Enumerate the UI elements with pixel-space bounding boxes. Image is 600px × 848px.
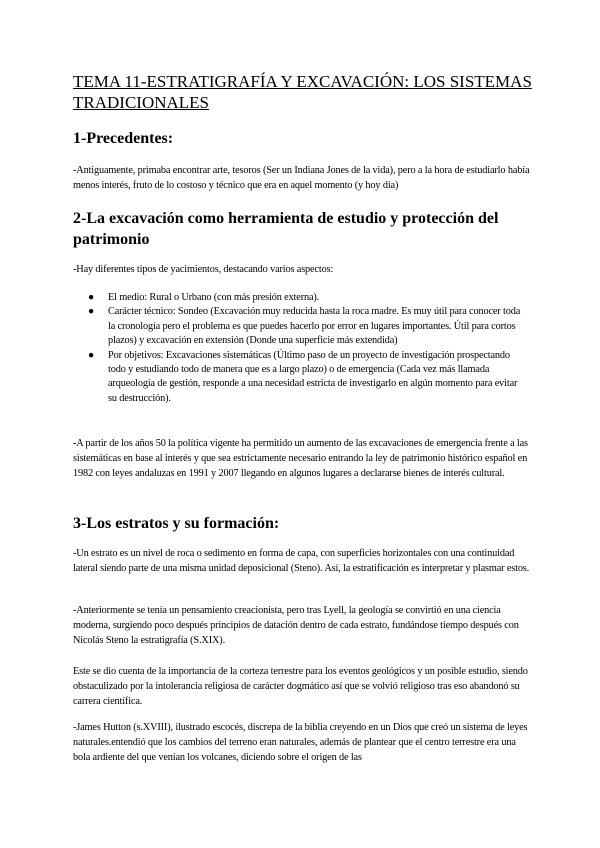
section-3-paragraph-3: Este se dio cuenta de la importancia de la corteza terrestre para los eventos geológicos y un posible estudio, siendo obstaculizado por la intolerancia religiosa de carácter dogmático así que se volvió religioso tras eso abandonó su carrera científica. [73,666,528,707]
section-3-paragraph-1: -Un estrato es un nivel de roca o sedimento en forma de capa, con superficies horizontales con una continuidad lateral siendo parte de una misma unidad deposicional (Steno). Así, la estratificación es interpretar y plasmar estos. [73,548,530,574]
section-3-paragraph-2: -Anteriormente se tenía un pensamiento creacionista, pero tras Lyell, la geología se convirtió en una ciencia moderna, surgiendo poco después principios de datación dentro de cada estrato, fundándose tiempo después con Nicolás Steno la estratigrafía (S.XIX). [73,605,519,646]
list-item [73,291,528,305]
section-3-heading: 3-Los estratos y su formación: [73,515,280,532]
bullet-text: El medio: Rural o Urbano (con más presión externa). [108,292,320,303]
bullet-text: Carácter técnico: Sondeo (Excavación muy reducida hasta la roca madre. Es muy útil para conocer toda la cronología pero el problema es que puedes hacerlo por error en lugares importantes. Útil para cortos plazos) y excavación en extensión (Donde una superficie más extendida) [108,306,521,347]
list-item [73,305,528,348]
bullet-text: Por objetivos: Excavaciones sistemáticas (Último paso de un proyecto de investigación prospectando todo y estudiando todo de manera que es a largo plazo) o de emergencia (Cada vez más llamada arqueología de gestión, responde a una necesidad estricta de investigarlo en algún momento para evitar su destrucción). [108,349,518,404]
section-2-intro: -Hay diferentes tipos de yacimientos, destacando varios aspectos: [73,264,334,275]
section-1-paragraph-1: -Antiguamente, primaba encontrar arte, tesoros (Ser un Indiana Jones de la vida), pero a la hora de estudiarlo había menos interés, fruto de lo costoso y técnico que era en aquel momento (y hoy día) [73,165,530,191]
document-title: TEMA 11-ESTRATIGRAFÍA Y EXCAVACIÓN: LOS SISTEMAS TRADICIONALES [73,72,532,112]
section-3-paragraph-4: -James Hutton (s.XVIII), ilustrado escocés, discrepa de la biblia creyendo en un Dios que creó un sistema de leyes naturales.entendió que los cambios del terreno eran naturales, además de plantear que el centro terrestre era una bola ardiente del que venían los volcanes, diciendo sobre el origen de las [73,722,528,763]
section-1-heading: 1-Precedentes: [73,130,174,147]
bullet-icon: ● [88,306,95,318]
section-2-paragraph-2: -A partir de los años 50 la política vigente ha permitido un aumento de las excavaciones de emergencia frente a las sistemáticas en base al interés y que sea estrictamente necesario entrando la ley de patrimonio histórico español en 1982 con leyes andaluzas en 1991 y 2007 llegando en algunos lugares a declararse bienes de interés cultural. [73,438,528,479]
list-item [73,349,528,407]
bullet-icon: ● [88,292,95,303]
section-2-heading: 2-La excavación como herramienta de estudio y protección del patrimonio [73,210,499,248]
bullet-icon: ● [88,349,95,361]
section-2-bullet-list [73,291,528,406]
